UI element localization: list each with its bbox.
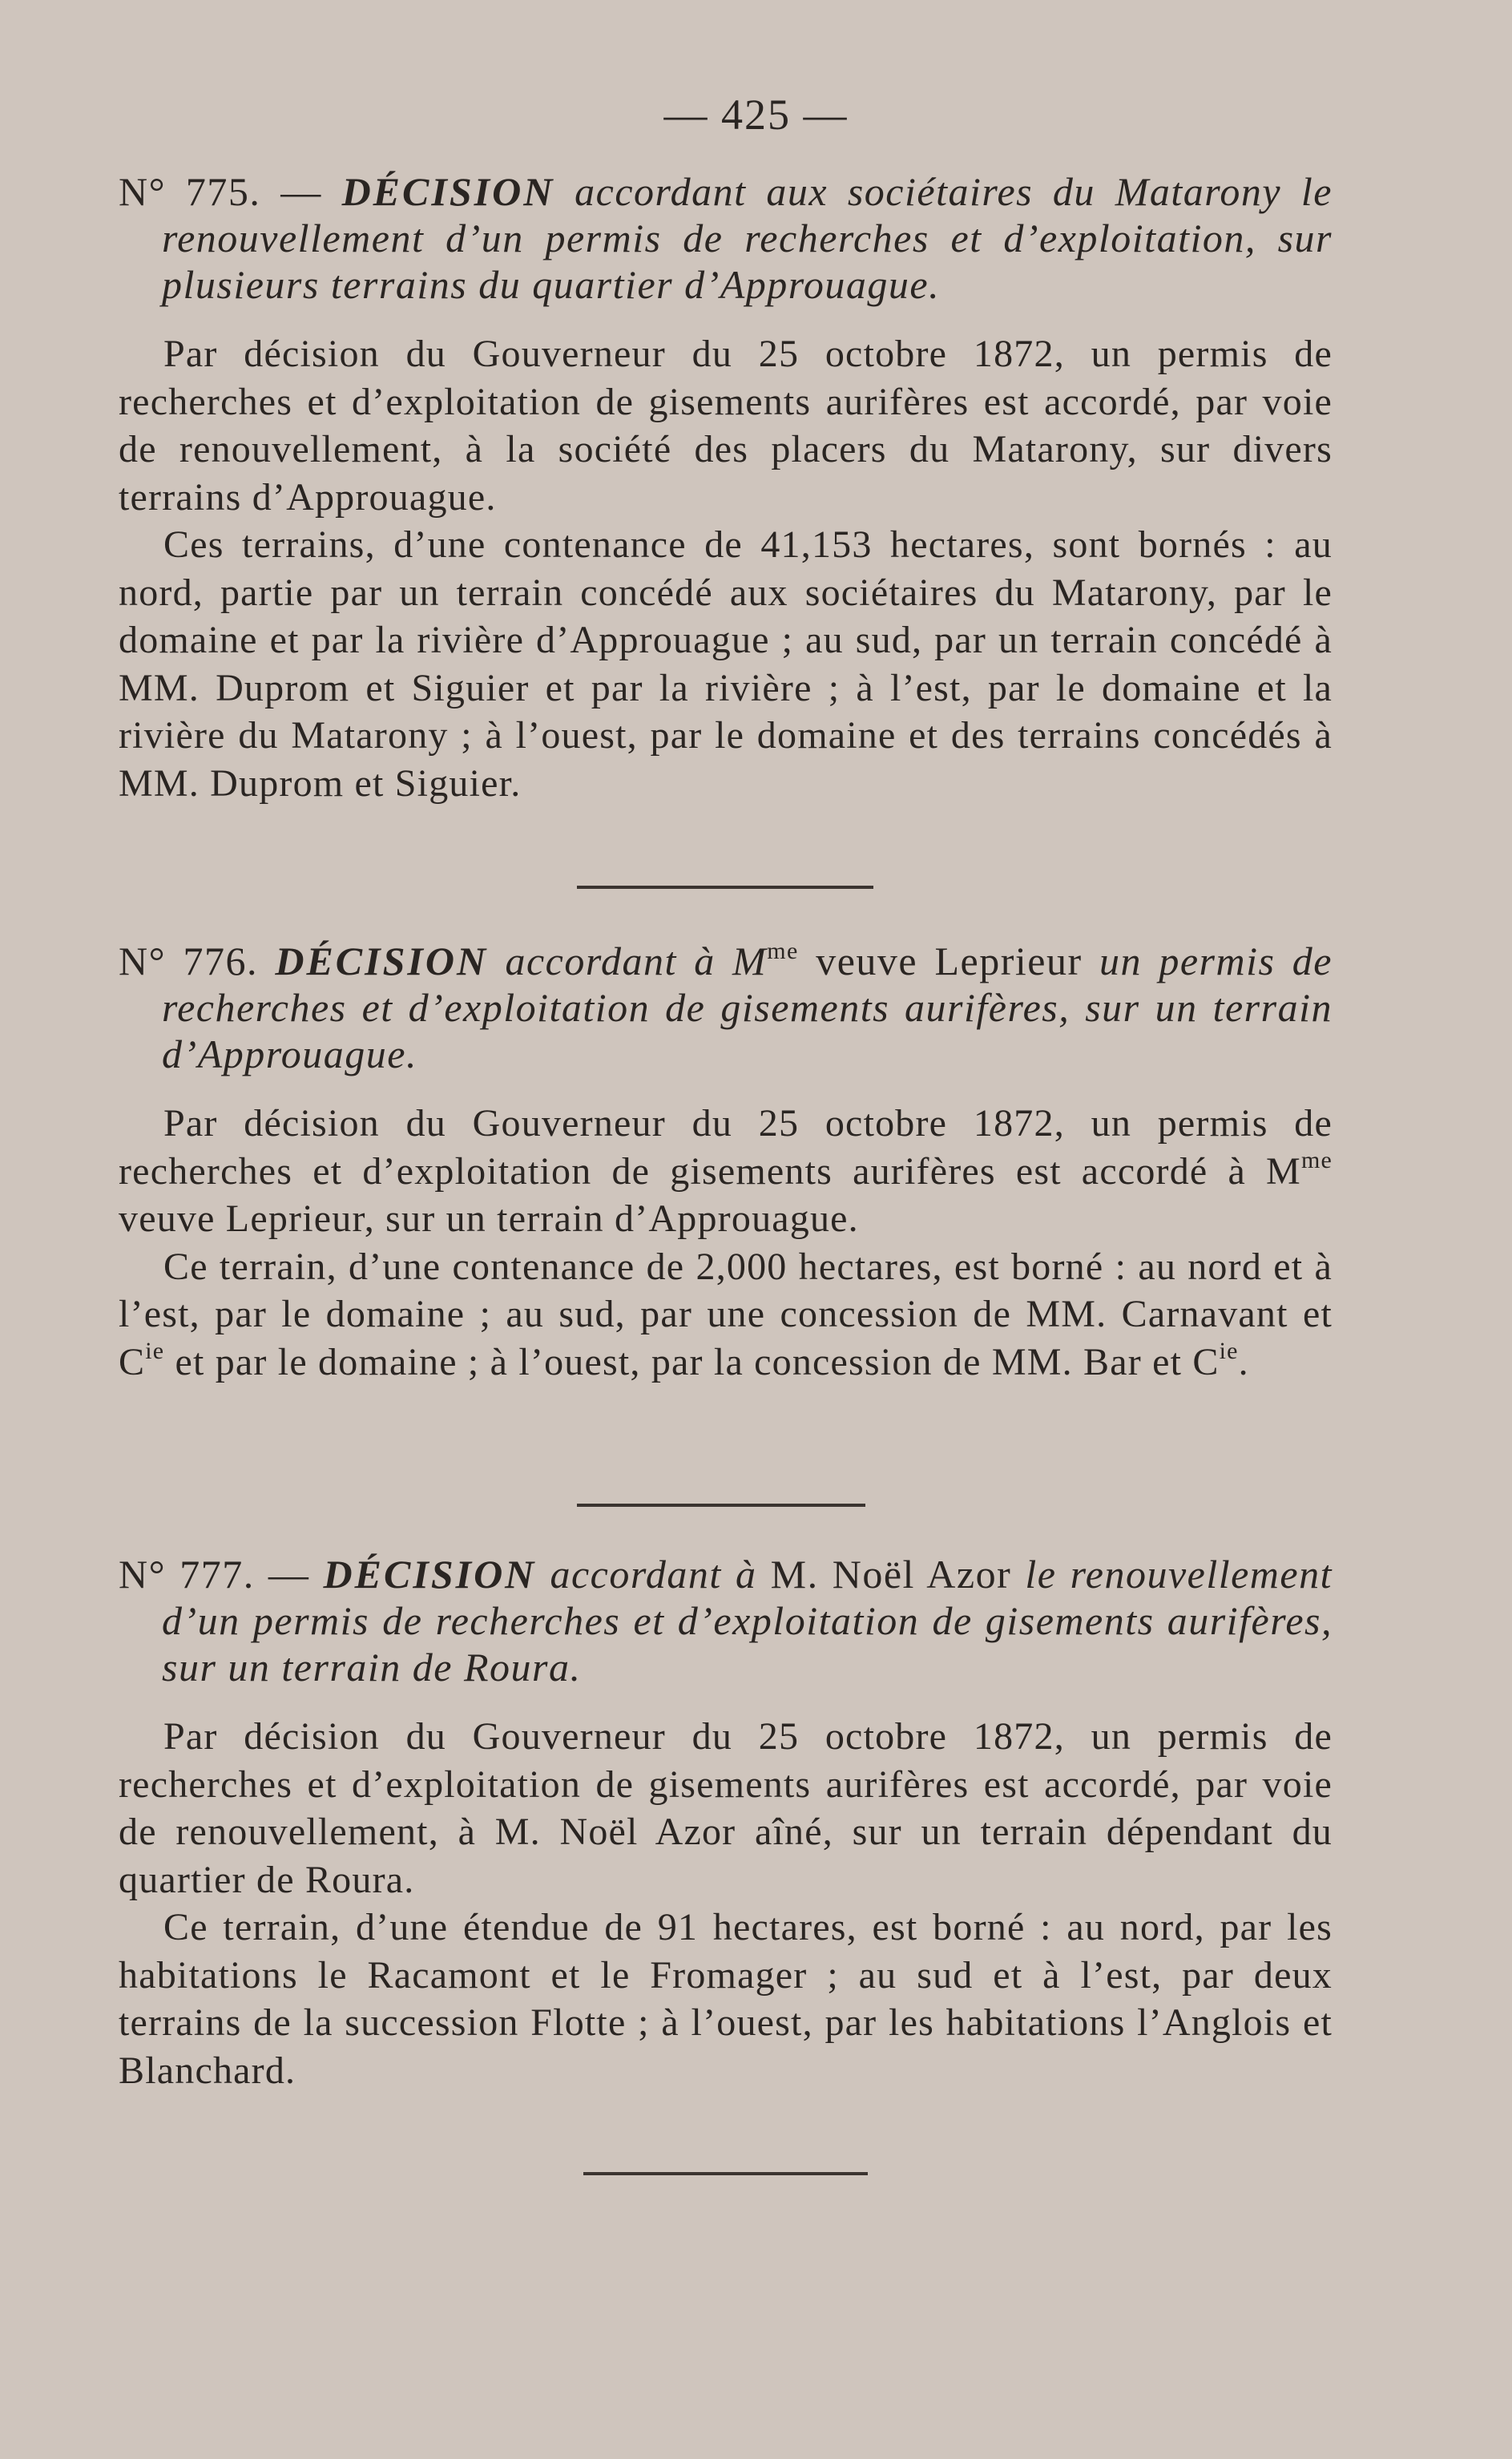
paragraph-text: Par décision du Gouverneur du 25 octobre 1872, un permis de recherches et d’exploitation de gisements aurifères est accordé à M — [119, 1102, 1333, 1193]
heading-name: veuve Leprieur — [798, 939, 1083, 983]
decision-word: DÉCISION — [323, 1552, 537, 1597]
superscript: ie — [1219, 1337, 1239, 1364]
entry-number: N° 776. — [119, 939, 276, 983]
entry-775 — [119, 168, 1333, 807]
paragraph — [119, 1100, 1333, 1243]
entry-777 — [119, 1551, 1333, 2094]
entry-number: N° 777. — — [119, 1552, 324, 1597]
paragraph: Ces terrains, d’une contenance de 41,153 hectares, sont bornés : au nord, partie par un terrain concédé aux sociétaires du Matarony, par le domaine et par la rivière d’Approuague ; au sud, par un terrain concédé à MM. Duprom et Siguier et par la rivière ; à l’est, par le domaine et la rivière du Matarony ; à l’ouest, par le domaine et des terrains concédés à MM. Duprom et Siguier. — [119, 523, 1333, 805]
entry-heading — [119, 168, 1333, 308]
paragraph-text: veuve Leprieur, sur un terrain d’Approuague. — [119, 1197, 859, 1240]
superscript: me — [767, 938, 799, 964]
page-number: — 425 — — [663, 91, 849, 139]
paragraph — [119, 1243, 1333, 1387]
superscript: me — [1300, 1146, 1333, 1173]
entry-heading — [119, 938, 1333, 1077]
paragraph-text: Ce terrain, d’une contenance de 2,000 hectares, est borné : au nord et à l’est, par le domaine ; au sud, par une concession de MM. Carnavant et C — [119, 1245, 1333, 1383]
decision-word: DÉCISION — [341, 169, 555, 214]
heading-text: accordant à — [536, 1552, 771, 1597]
heading-text: le renouvellement d’un permis de recherches et d’exploitation de gisements aurifères, sur un terrain de Roura. — [162, 1552, 1333, 1690]
entry-number: N° 775. — — [119, 169, 342, 214]
heading-text: accordant aux sociétaires du Matarony le renouvellement d’un permis de recherches et d’exploitation, sur plusieurs terrains du quartier d’Approuague. — [162, 169, 1333, 307]
superscript: ie — [145, 1337, 165, 1364]
paragraph: Par décision du Gouverneur du 25 octobre 1872, un permis de recherches et d’exploitation de gisements aurifères est accordé, par voie de renouvellement, à M. Noël Azor aîné, sur un terrain dépendant du quartier de Roura. — [119, 1715, 1333, 1901]
heading-text: un permis de recherches et d’exploitation de gisements aurifères, sur un terrain d’Approuague. — [162, 939, 1333, 1076]
heading-name: M. Noël Azor — [770, 1552, 1012, 1597]
entry-heading — [119, 1551, 1333, 1690]
paragraph: Ce terrain, d’une étendue de 91 hectares, est borné : au nord, par les habitations le Racamont et le Fromager ; au sud et à l’est, par deux terrains de la succession Flotte ; à l’ouest, par les habitations l’Anglois et Blanchard. — [119, 1906, 1333, 2092]
separator-rule — [583, 2172, 868, 2175]
separator-rule — [577, 886, 873, 889]
decision-word: DÉCISION — [275, 939, 489, 983]
separator-rule — [577, 1504, 865, 1507]
paragraph-text: et par le domaine ; à l’ouest, par la concession de MM. Bar et C — [164, 1340, 1220, 1383]
entry-776 — [119, 938, 1333, 1386]
paragraph: Par décision du Gouverneur du 25 octobre 1872, un permis de recherches et d’exploitation de gisements aurifères est accordé, par voie de renouvellement, à la société des placers du Matarony, sur divers terrains d’Approuague. — [119, 333, 1333, 519]
heading-text: accordant à M — [488, 939, 768, 983]
paragraph-text: . — [1238, 1340, 1249, 1383]
